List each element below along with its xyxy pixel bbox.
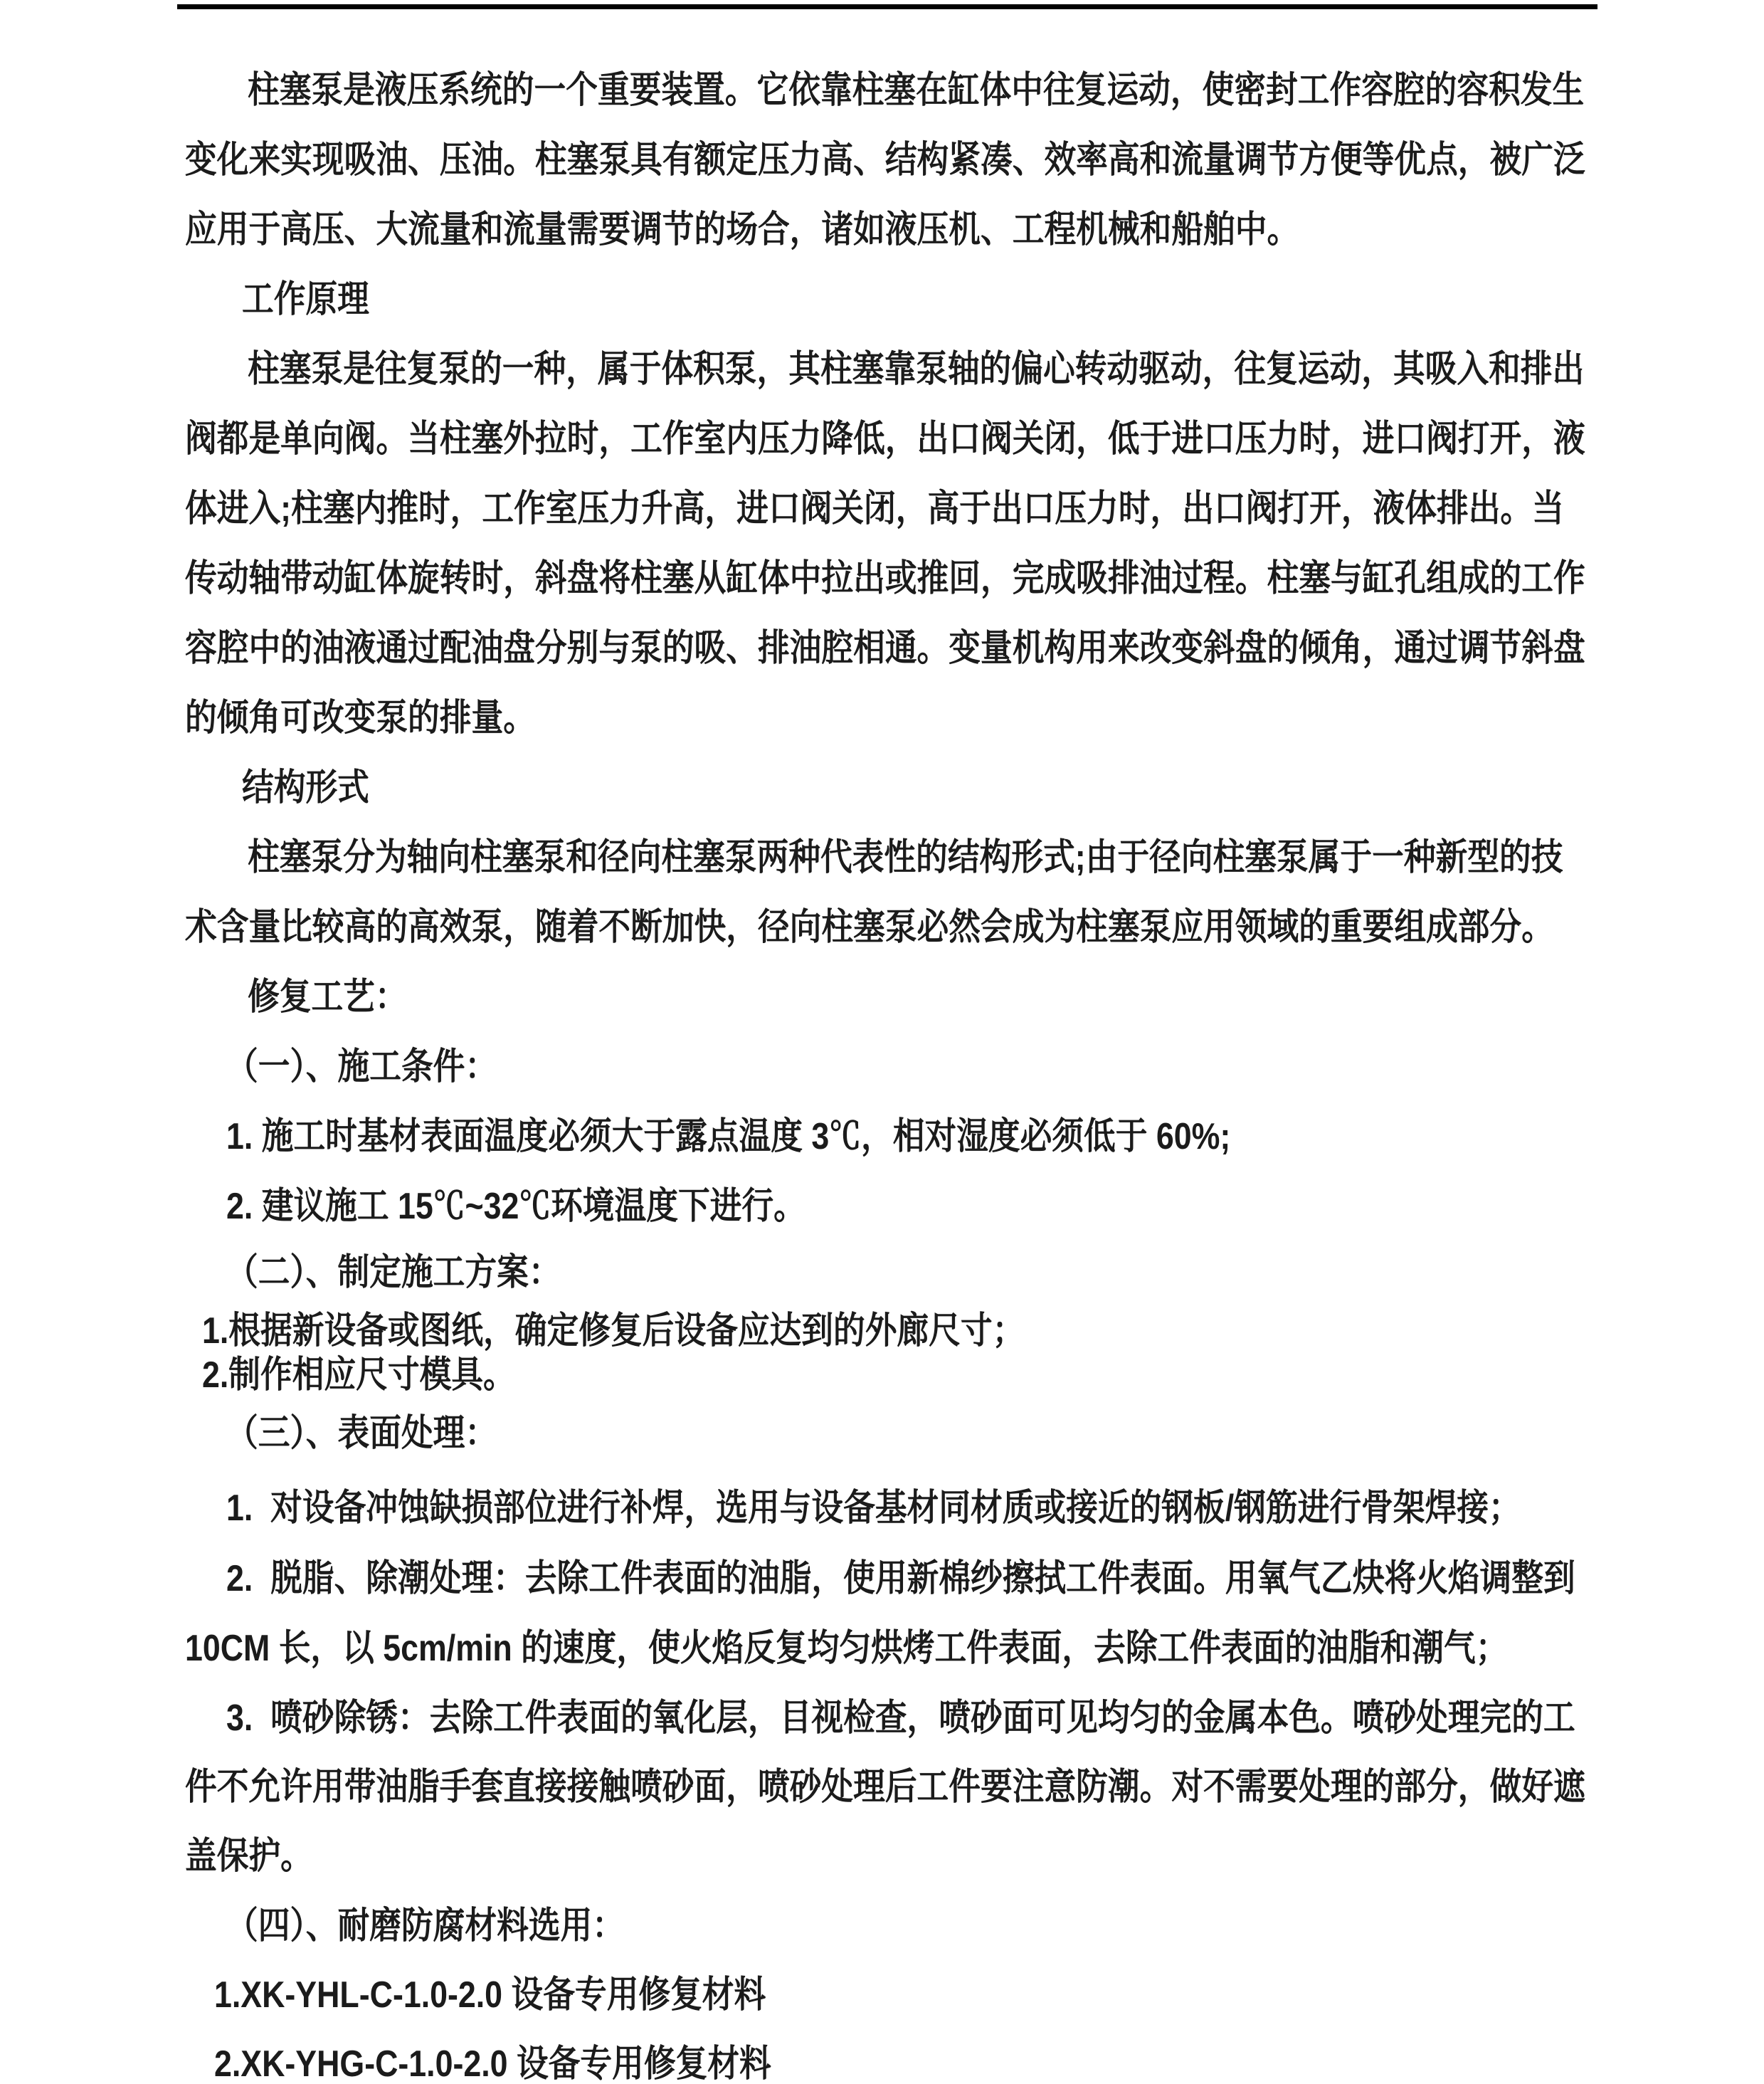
text-line: 修复工艺： [248,977,407,1018]
text-line: 10CM 长，以 5cm/min 的速度，使火焰反复均匀烘烤工件表面，去除工件表面的油脂和潮气； [185,1628,1508,1669]
text-line: 2. 脱脂、除潮处理：去除工件表面的油脂，使用新棉纱擦拭工件表面。用氧气乙炔将火焰调整到 [226,1558,1575,1599]
text-line: 结构形式 [242,767,369,809]
text-line: （四）、耐磨防腐材料选用： [226,1905,625,1947]
text-line: 阀都是单向阀。当柱塞外拉时，工作室内压力降低，出口阀关闭，低于进口压力时，进口阀打开，液 [185,419,1585,460]
text-line: 应用于高压、大流量和流量需要调节的场合，诸如液压机、工程机械和船舶中。 [185,209,1299,251]
text-line: 盖保护。 [185,1836,312,1877]
text-line: 2.XK-YHG-C-1.0-2.0 设备专用修复材料 [214,2043,771,2084]
text-line: 2. 建议施工 15℃~32℃环境温度下进行。 [226,1186,806,1227]
text-line: 工作原理 [242,279,369,320]
text-line: 的倾角可改变泵的排量。 [185,698,535,739]
text-line: 体进入;柱塞内推时，工作室压力升高，进口阀关闭，高于出口压力时，出口阀打开，液体排出。当 [185,488,1564,530]
text-line: 1.XK-YHL-C-1.0-2.0 设备专用修复材料 [214,1974,766,2016]
text-line: 柱塞泵是液压系统的一个重要装置。它依靠柱塞在缸体中往复运动，使密封工作容腔的容积发生 [248,70,1585,111]
text-line: 柱塞泵是往复泵的一种，属于体积泵，其柱塞靠泵轴的偏心转动驱动，往复运动，其吸入和排出 [248,349,1585,390]
text-line: 1. 对设备冲蚀缺损部位进行补焊，选用与设备基材同材质或接近的钢板/钢筋进行骨架焊接； [226,1488,1521,1529]
text-line: 柱塞泵分为轴向柱塞泵和径向柱塞泵两种代表性的结构形式;由于径向柱塞泵属于一种新型的技 [248,837,1563,878]
text-line: 1.根据新设备或图纸，确定修复后设备应达到的外廊尺寸； [202,1310,1025,1352]
text-line: （二）、制定施工方案： [226,1252,561,1293]
text-line: 传动轴带动缸体旋转时，斜盘将柱塞从缸体中拉出或推回，完成吸排油过程。柱塞与缸孔组成的工作 [185,558,1585,599]
document-body [185,0,1679,2084]
text-line: 3. 喷砂除锈：去除工件表面的氧化层，目视检查，喷砂面可见均匀的金属本色。喷砂处理完的工 [226,1698,1575,1739]
text-line: （三）、表面处理： [226,1413,497,1454]
text-line: （一）、施工条件： [226,1046,497,1088]
text-line: 变化来实现吸油、压油。柱塞泵具有额定压力高、结构紧凑、效率高和流量调节方便等优点，被广泛 [185,140,1585,181]
text-line: 2.制作相应尺寸模具。 [202,1354,515,1396]
text-line: 术含量比较高的高效泵，随着不断加快，径向柱塞泵必然会成为柱塞泵应用领域的重要组成部分。 [185,907,1553,948]
text-line: 容腔中的油液通过配油盘分别与泵的吸、排油腔相通。变量机构用来改变斜盘的倾角，通过调节斜盘 [185,628,1585,669]
text-line: 件不允许用带油脂手套直接接触喷砂面，喷砂处理后工件要注意防潮。对不需要处理的部分，做好遮 [185,1767,1585,1808]
text-line: 1. 施工时基材表面温度必须大于露点温度 3℃，相对湿度必须低于 60%; [226,1116,1231,1157]
